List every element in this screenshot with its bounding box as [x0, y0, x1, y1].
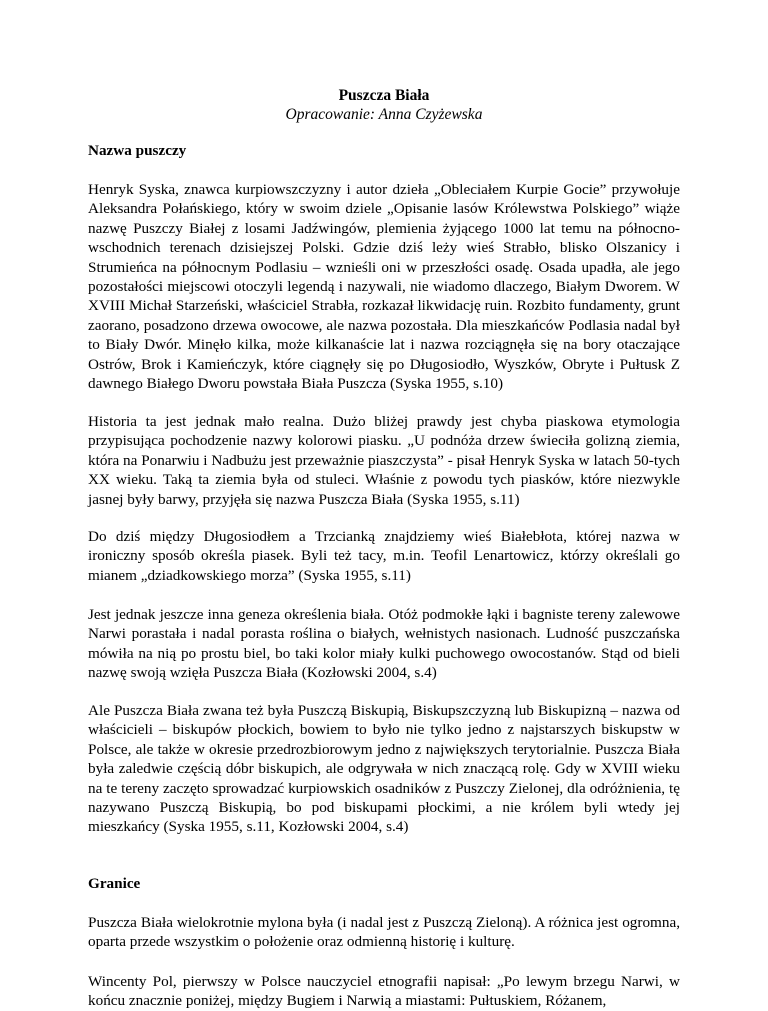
paragraph: Jest jednak jeszcze inna geneza określenia biała. Otóż podmokłe łąki i bagniste tereny zalewowe Narwi porastała i nadal porasta roślina o białych, wełnistych nasionach. Ludność puszczańska mówiła na nią po prostu biel, bo taki kolor miały kulki puchowego owocostanów. Stąd od bieli nazwę swoją wzięła Puszcza Biała (Kozłowski 2004, s.4): [88, 606, 680, 682]
document-title: Puszcza Biała: [338, 87, 430, 104]
section-heading-borders: Granice: [88, 875, 141, 892]
paragraph: Henryk Syska, znawca kurpiowszczyzny i autor dzieła „Obleciałem Kurpie Gocie” przywołuje Aleksandra Połańskiego, który w swoim dziele „Opisanie lasów Królewstwa Polskiego” wiąże nazwę Puszczy Białej z losami Jadźwingów, plemienia żyjącego 1000 lat temu na północno-wschodnich terenach dzisiejszej Polski. Gdzie dziś leży wieś Strabło, blisko Olszanicy i Strumieńca na północnym Podlasiu – wznieśli oni w przeszłości osadę. Osada upadła, ale jego pozostałości miejscowi otoczyli legendą i nazywali, nie wiadomo dlaczego, Białym Dworem. W XVIII Michał Starzeński, właściciel Strabła, rozkazał likwidację ruin. Rozbito fundamenty, grunt zaorano, posadzono drzewa owocowe, ale nazwa pozostała. Dla mieszkańców Podlasia nadal był to Biały Dwór. Minęło kilka, może kilkanaście lat i nazwa rozciągnęła się na bory otaczające Ostrów, Brok i Kamieńczyk, które ciągnęły się po Długosiodło, Wyszków, Obryte i Pułtusk Z dawnego Białego Dworu powstała Biała Puszcza (Syska 1955, s.10): [88, 181, 680, 393]
document-subtitle: Opracowanie: Anna Czyżewska: [285, 106, 483, 123]
paragraph: Do dziś między Długosiodłem a Trzcianką znajdziemy wieś Białebłota, której nazwa w ironiczny sposób określa piasek. Byli też tacy, m.in. Teofil Lenartowicz, którzy określali go mianem „dziadkowskiego morza” (Syska 1955, s.11): [88, 528, 680, 584]
paragraph: Historia ta jest jednak mało realna. Dużo bliżej prawdy jest chyba piaskowa etymologia przypisująca pochodzenie nazwy kolorowi piasku. „U podnóża drzew świeciła golizną ziemia, która na Ponarwiu i Nadbużu jest przeważnie piaszczysta” - pisał Henryk Syska w latach 50-tych XX wieku. Taką ta ziemia była od stuleci. Właśnie z powodu tych piasków, które niezwykle jasnej były barwy, przyjęła się nazwa Puszcza Biała (Syska 1955, s.11): [88, 413, 680, 508]
paragraph: Puszcza Biała wielokrotnie mylona była (i nadal jest z Puszczą Zieloną). A różnica jest ogromna, oparta przede wszystkim o położenie oraz odmienną historię i kulturę.: [88, 914, 680, 951]
section-heading-name: Nazwa puszczy: [88, 142, 187, 159]
paragraph: Ale Puszcza Biała zwana też była Puszczą Biskupią, Biskupszczyzną lub Biskupizną – nazwa od właścicieli – biskupów płockich, bowiem to było nie tylko jedno z najstarszych biskupstw w Polsce, ale także w okresie przedrozbiorowym jedno z największych terytorialnie. Puszcza Biała była zaledwie częścią dóbr biskupich, ale odgrywała w nich znaczącą rolę. Gdy w XVIII wieku na te tereny zaczęto sprowadzać kurpiowskich osadników z Puszczy Zielonej, dla odróżnienia, tę nazywano Puszczą Biskupią, bo pod biskupami płockimi, a nie królem byli wtedy jej mieszkańcy (Syska 1955, s.11, Kozłowski 2004, s.4): [88, 702, 680, 836]
paragraph: Wincenty Pol, pierwszy w Polsce nauczyciel etnografii napisał: „Po lewym brzegu Narwi, w końcu znacznie poniżej, między Bugiem i Narwią a miastami: Pułtuskiem, Różanem,: [88, 973, 680, 1010]
